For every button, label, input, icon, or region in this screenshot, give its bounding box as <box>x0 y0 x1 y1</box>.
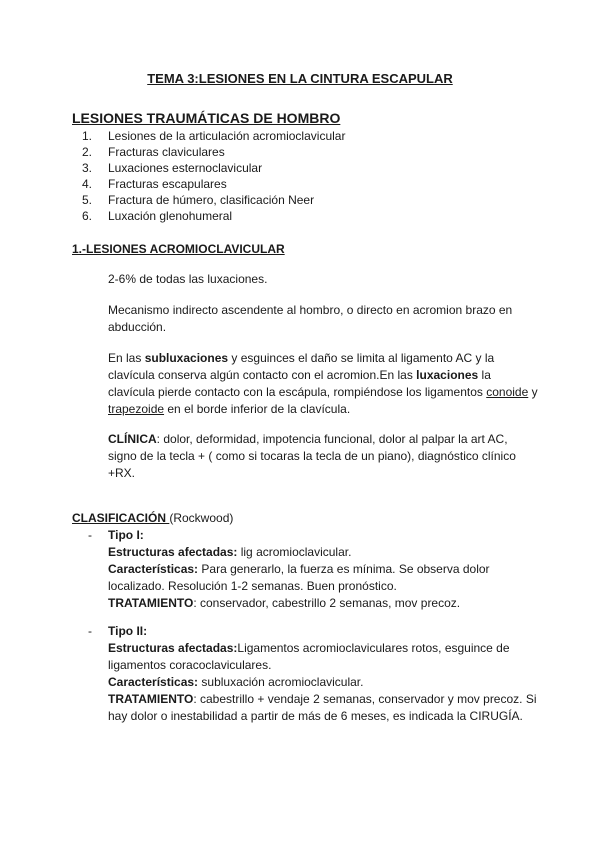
clinica-text: : dolor, deformidad, impotencia funcional, dolor al palpar la art AC, signo de la tecla + ( como si tocaras la tecla de un piano), diagnóstico clínico +RX. <box>108 432 516 480</box>
text-run: En las <box>108 351 145 365</box>
bullet-dash: - <box>88 624 92 638</box>
char-text: Para generarlo, la fuerza es mínima. Se observa dolor localizado. Resolución 1-2 semanas. Buen pronóstico. <box>108 562 490 593</box>
list-item: Luxación glenohumeral <box>108 209 233 223</box>
paragraph-subluxations <box>108 350 538 418</box>
type-name: Tipo I: <box>108 528 144 542</box>
page-title: TEMA 3:LESIONES EN LA CINTURA ESCAPULAR <box>147 71 453 86</box>
list-number: 1. <box>82 129 93 143</box>
section-heading-traumatic-lesions: LESIONES TRAUMÁTICAS DE HOMBRO <box>72 110 341 126</box>
list-item: Luxaciones esternoclavicular <box>108 161 263 175</box>
classification-title: CLASIFICACIÓN <box>72 511 170 525</box>
term-luxaciones: luxaciones <box>416 368 479 382</box>
treat-text: : conservador, cabestrillo 2 semanas, mov precoz. <box>193 596 461 610</box>
list-number: 6. <box>82 209 93 223</box>
struct-text: Ligamentos acromioclaviculares rotos, esguince de ligamentos coracoclaviculares. <box>108 641 510 672</box>
struct-text: lig acromioclavicular. <box>237 545 352 559</box>
text-run: la clavícula pierde contacto con la escápula, rompiéndose los ligamentos <box>108 368 491 399</box>
struct-label: Estructuras afectadas: <box>108 545 238 559</box>
text-run: y <box>528 385 538 399</box>
clinica-label: CLÍNICA <box>108 432 157 446</box>
section-heading-acromioclavicular: 1.-LESIONES ACROMIOCLAVICULAR <box>72 242 285 256</box>
char-label: Características: <box>108 675 199 689</box>
struct-label: Estructuras afectadas: <box>108 641 238 655</box>
term-conoide: conoide <box>486 385 529 399</box>
paragraph-mechanism: Mecanismo indirecto ascendente al hombro, o directo en acromion brazo en abducción. <box>108 303 513 334</box>
paragraph-incidence: 2-6% de todas las luxaciones. <box>108 272 268 286</box>
bullet-dash: - <box>88 528 92 542</box>
paragraph-clinica <box>108 431 538 482</box>
classification-heading <box>72 510 233 526</box>
list-number: 5. <box>82 193 93 207</box>
text-run: y esguinces el daño se limita al ligamento AC y la clavícula conserva algún contacto con el acromion.En las <box>108 351 495 382</box>
char-text: subluxación acromioclavicular. <box>198 675 364 689</box>
list-number: 2. <box>82 145 93 159</box>
list-number: 4. <box>82 177 93 191</box>
type-1-block <box>108 527 538 612</box>
list-item: Fractura de húmero, clasificación Neer <box>108 193 315 207</box>
list-item: Fracturas claviculares <box>108 145 225 159</box>
term-subluxaciones: subluxaciones <box>144 351 229 365</box>
type-name: Tipo II: <box>108 624 148 638</box>
treat-label: TRATAMIENTO <box>108 692 194 706</box>
text-run: en el borde inferior de la clavícula. <box>164 402 351 416</box>
treat-label: TRATAMIENTO <box>108 596 194 610</box>
list-number: 3. <box>82 161 93 175</box>
list-item: Fracturas escapulares <box>108 177 227 191</box>
treat-text: : cabestrillo + vendaje 2 semanas, conservador y mov precoz. Si hay dolor o inestabilidad a partir de más de 6 meses, es indicada la CIRUGÍA. <box>108 692 537 723</box>
type-2-block <box>108 623 538 725</box>
list-item: Lesiones de la articulación acromioclavicular <box>108 129 346 143</box>
char-label: Características: <box>108 562 199 576</box>
classification-source: (Rockwood) <box>169 511 234 525</box>
term-trapezoide: trapezoide <box>108 402 165 416</box>
